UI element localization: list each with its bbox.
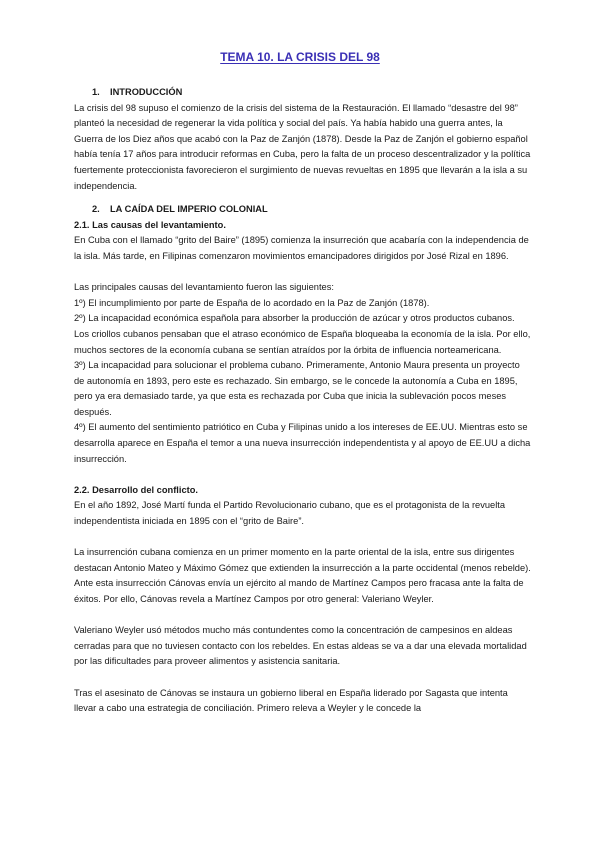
- document-title: TEMA 10. LA CRISIS DEL 98: [220, 50, 380, 64]
- causas-intro: Las principales causas del levantamiento fueron las siguientes:: [74, 282, 334, 293]
- section-number: 1.: [92, 87, 100, 97]
- subsection-heading-causas: 2.1. Las causas del levantamiento.: [74, 219, 226, 230]
- desarrollo-paragraph: Valeriano Weyler usó métodos mucho más contundentes como la concentración de campesinos en aldeas cerradas para que no tuviesen contacto con los rebeldes. En estas aldeas se va a dar una elevada mortalidad por las dificultades para proveer alimentos y asistencia sanitaria.: [74, 625, 527, 667]
- section-number: 2.: [92, 204, 100, 215]
- section-heading-intro: [74, 85, 532, 101]
- subsection-heading-desarrollo: 2.2. Desarrollo del conflicto.: [74, 484, 198, 495]
- desarrollo-paragraph: En el año 1892, José Martí funda el Partido Revolucionario cubano, que es el protagonista de la revuelta independentista iniciada en 1895 con el “grito de Baire”.: [74, 500, 506, 527]
- desarrollo-paragraph: Tras el asesinato de Cánovas se instaura un gobierno liberal en España liderado por Sagasta que intenta llevar a cabo una estrategia de conciliación. Primero releva a Weyler y le concede la: [74, 687, 508, 714]
- desarrollo-paragraph: La insurrención cubana comienza en un primer momento en la parte oriental de la isla, entre sus dirigentes destacan Antonio Mateo y Máximo Gómez que extienden la insurrección a la parte occidental (menos rebelde). Ante esta insurrección Cánovas envía un ejército al mando de Martínez Campos pero fracasa ante la falta de éxitos. Por ello, Cánovas revela a Martínez Campos por otro general: Valeriano Weyler.: [74, 547, 531, 604]
- document-body: [74, 85, 532, 717]
- section-title: LA CAÍDA DEL IMPERIO COLONIAL: [110, 204, 268, 215]
- causa-item: 4º) El aumento del sentimiento patriótico en Cuba y Filipinas unido a los intereses de EE.UU. Mientras esto se desarrolla aparece en España el temor a una nueva insurrección independentista y al apoyo de EE.UU a dicha insurrección.: [74, 422, 531, 464]
- causa-item: 1º) El incumplimiento por parte de España de lo acordado en la Paz de Zanjón (1878).: [74, 297, 430, 308]
- section-heading-caida: [74, 202, 532, 218]
- intro-paragraph: La crisis del 98 supuso el comienzo de la crisis del sistema de la Restauración. El llamado “desastre del 98” planteó la necesidad de regenerar la vida política y social del país. Ya había habido una guerra antes, la Guerra de los Diez años que acabó con la Paz de Zanjón (1878). Desde la Paz de Zanjón el gobierno español había tenía 17 años para introducir reformas en Cuba, pero la falta de un proceso descentralizador y la política fuertemente proteccionista favorecieron el surgimiento de nuevas revueltas en 1895 que llevarán a la isla a su independencia.: [74, 102, 531, 191]
- section-title: INTRODUCCIÓN: [110, 87, 183, 97]
- causa-item: 2º) La incapacidad económica española para absorber la producción de azúcar y otros productos cubanos. Los criollos cubanos pensaban que el atraso económico de España bloqueaba la economía de la isla. Por ello, muchos sectores de la economía cubana se sentían atraídos por la órbita de influencia norteamericana.: [74, 313, 531, 355]
- causa-item: 3º) La incapacidad para solucionar el problema cubano. Primeramente, Antonio Maura presenta un proyecto de autonomía en 1893, pero este es rechazado. Sin embargo, se le concede la autonomía a Cuba en 1895, pero ya era demasiado tarde, ya que esta es rechazada por Cuba que inicia la sublevación pocos meses después.: [74, 360, 520, 417]
- causas-paragraph: En Cuba con el llamado “grito del Baire” (1895) comienza la insurreción que acabaría con la independencia de la isla. Más tarde, en Filipinas comenzaron movimientos emancipadores dirigidos por José Rizal en 1896.: [74, 235, 529, 261]
